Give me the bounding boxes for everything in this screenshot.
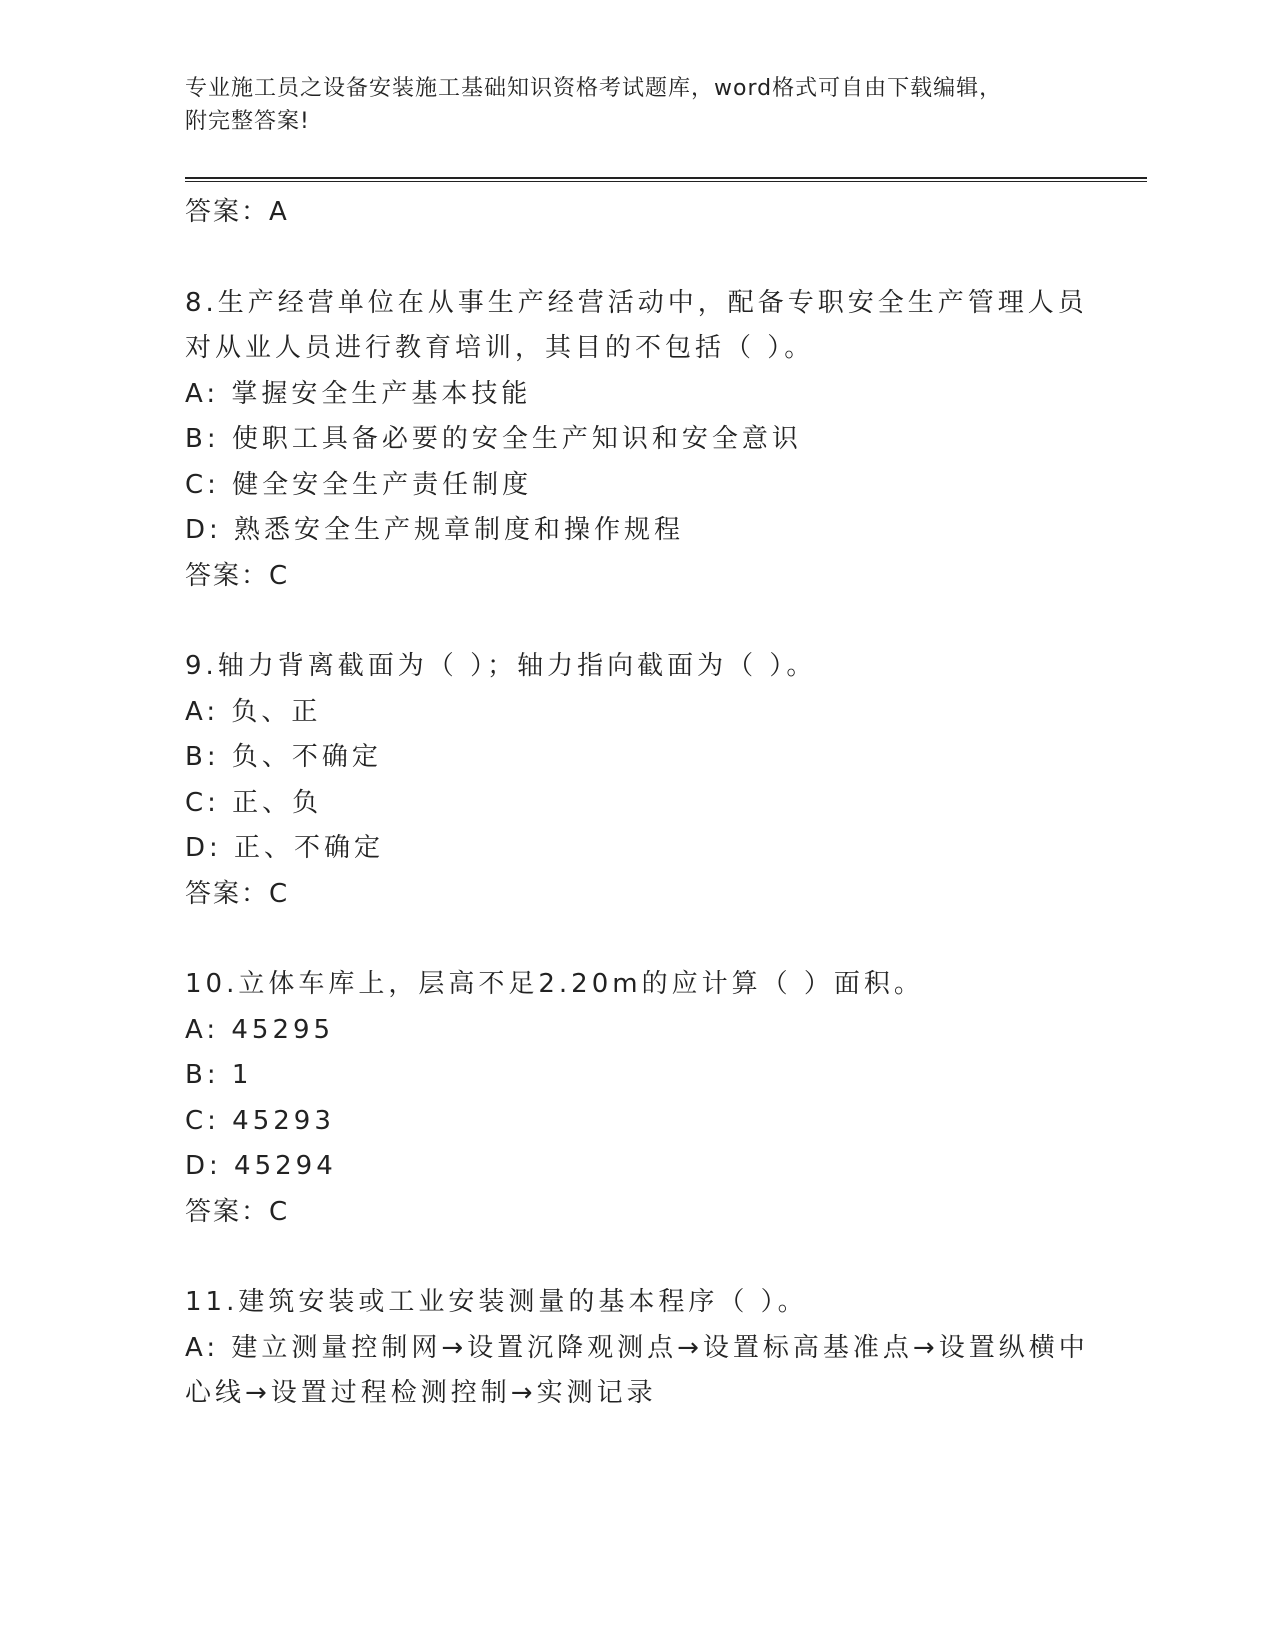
question-text-line: 9.轴力背离截面为（ ）；轴力指向截面为（ ）。 [185, 651, 817, 681]
spacer [185, 236, 1085, 281]
option-b: B: 负、不确定 [185, 742, 382, 772]
option-c: C: 正、负 [185, 787, 323, 818]
spacer [185, 1235, 1085, 1280]
question-list [185, 190, 1089, 1417]
answer-line: 答案：C [185, 560, 290, 591]
option-d: D: 正、不确定 [185, 833, 385, 863]
document-header [185, 72, 1065, 138]
spacer [185, 917, 1085, 962]
option-a: A: 负、正 [185, 696, 322, 727]
option-a: A: 掌握安全生产基本技能 [185, 378, 532, 409]
question-block [185, 962, 1085, 1235]
question-block [185, 1280, 1089, 1417]
question-text-line: 8.生产经营单位在从事生产经营活动中，配备专职安全生产管理人员 [185, 287, 1088, 318]
option-c: C: 45293 [185, 1105, 335, 1136]
option-d: D: 熟悉安全生产规章制度和操作规程 [185, 515, 685, 545]
answer-line: 答案：C [185, 878, 290, 909]
header-line-1: 专业施工员之设备安装施工基础知识资格考试题库，word格式可自由下载编辑， [185, 76, 1003, 101]
answer-line: 答案：C [185, 1196, 290, 1227]
option-a: A: 建立测量控制网→设置沉降观测点→设置标高基准点→设置纵横中 [185, 1332, 1089, 1363]
header-divider-thin [185, 181, 1147, 182]
option-b: B: 1 [185, 1060, 253, 1090]
option-a-continued: 心线→设置过程检测控制→实测记录 [185, 1378, 657, 1408]
option-a: A: 45295 [185, 1014, 335, 1045]
option-d: D: 45294 [185, 1151, 337, 1181]
question-text-line: 对从业人员进行教育培训，其目的不包括（ ）。 [185, 333, 815, 363]
question-text-line: 10.立体车库上，层高不足2.20m的应计算（ ）面积。 [185, 969, 924, 999]
question-block [185, 644, 1085, 917]
option-b: B: 使职工具备必要的安全生产知识和安全意识 [185, 424, 802, 454]
question-text-line: 11.建筑安装或工业安装测量的基本程序（ ）。 [185, 1287, 808, 1317]
answer-line: 答案：A [185, 197, 289, 227]
option-c: C: 健全安全生产责任制度 [185, 469, 533, 500]
question-block [185, 281, 1088, 600]
spacer [185, 599, 1085, 644]
header-divider-thick [185, 177, 1147, 179]
header-line-2: 附完整答案! [185, 109, 310, 134]
